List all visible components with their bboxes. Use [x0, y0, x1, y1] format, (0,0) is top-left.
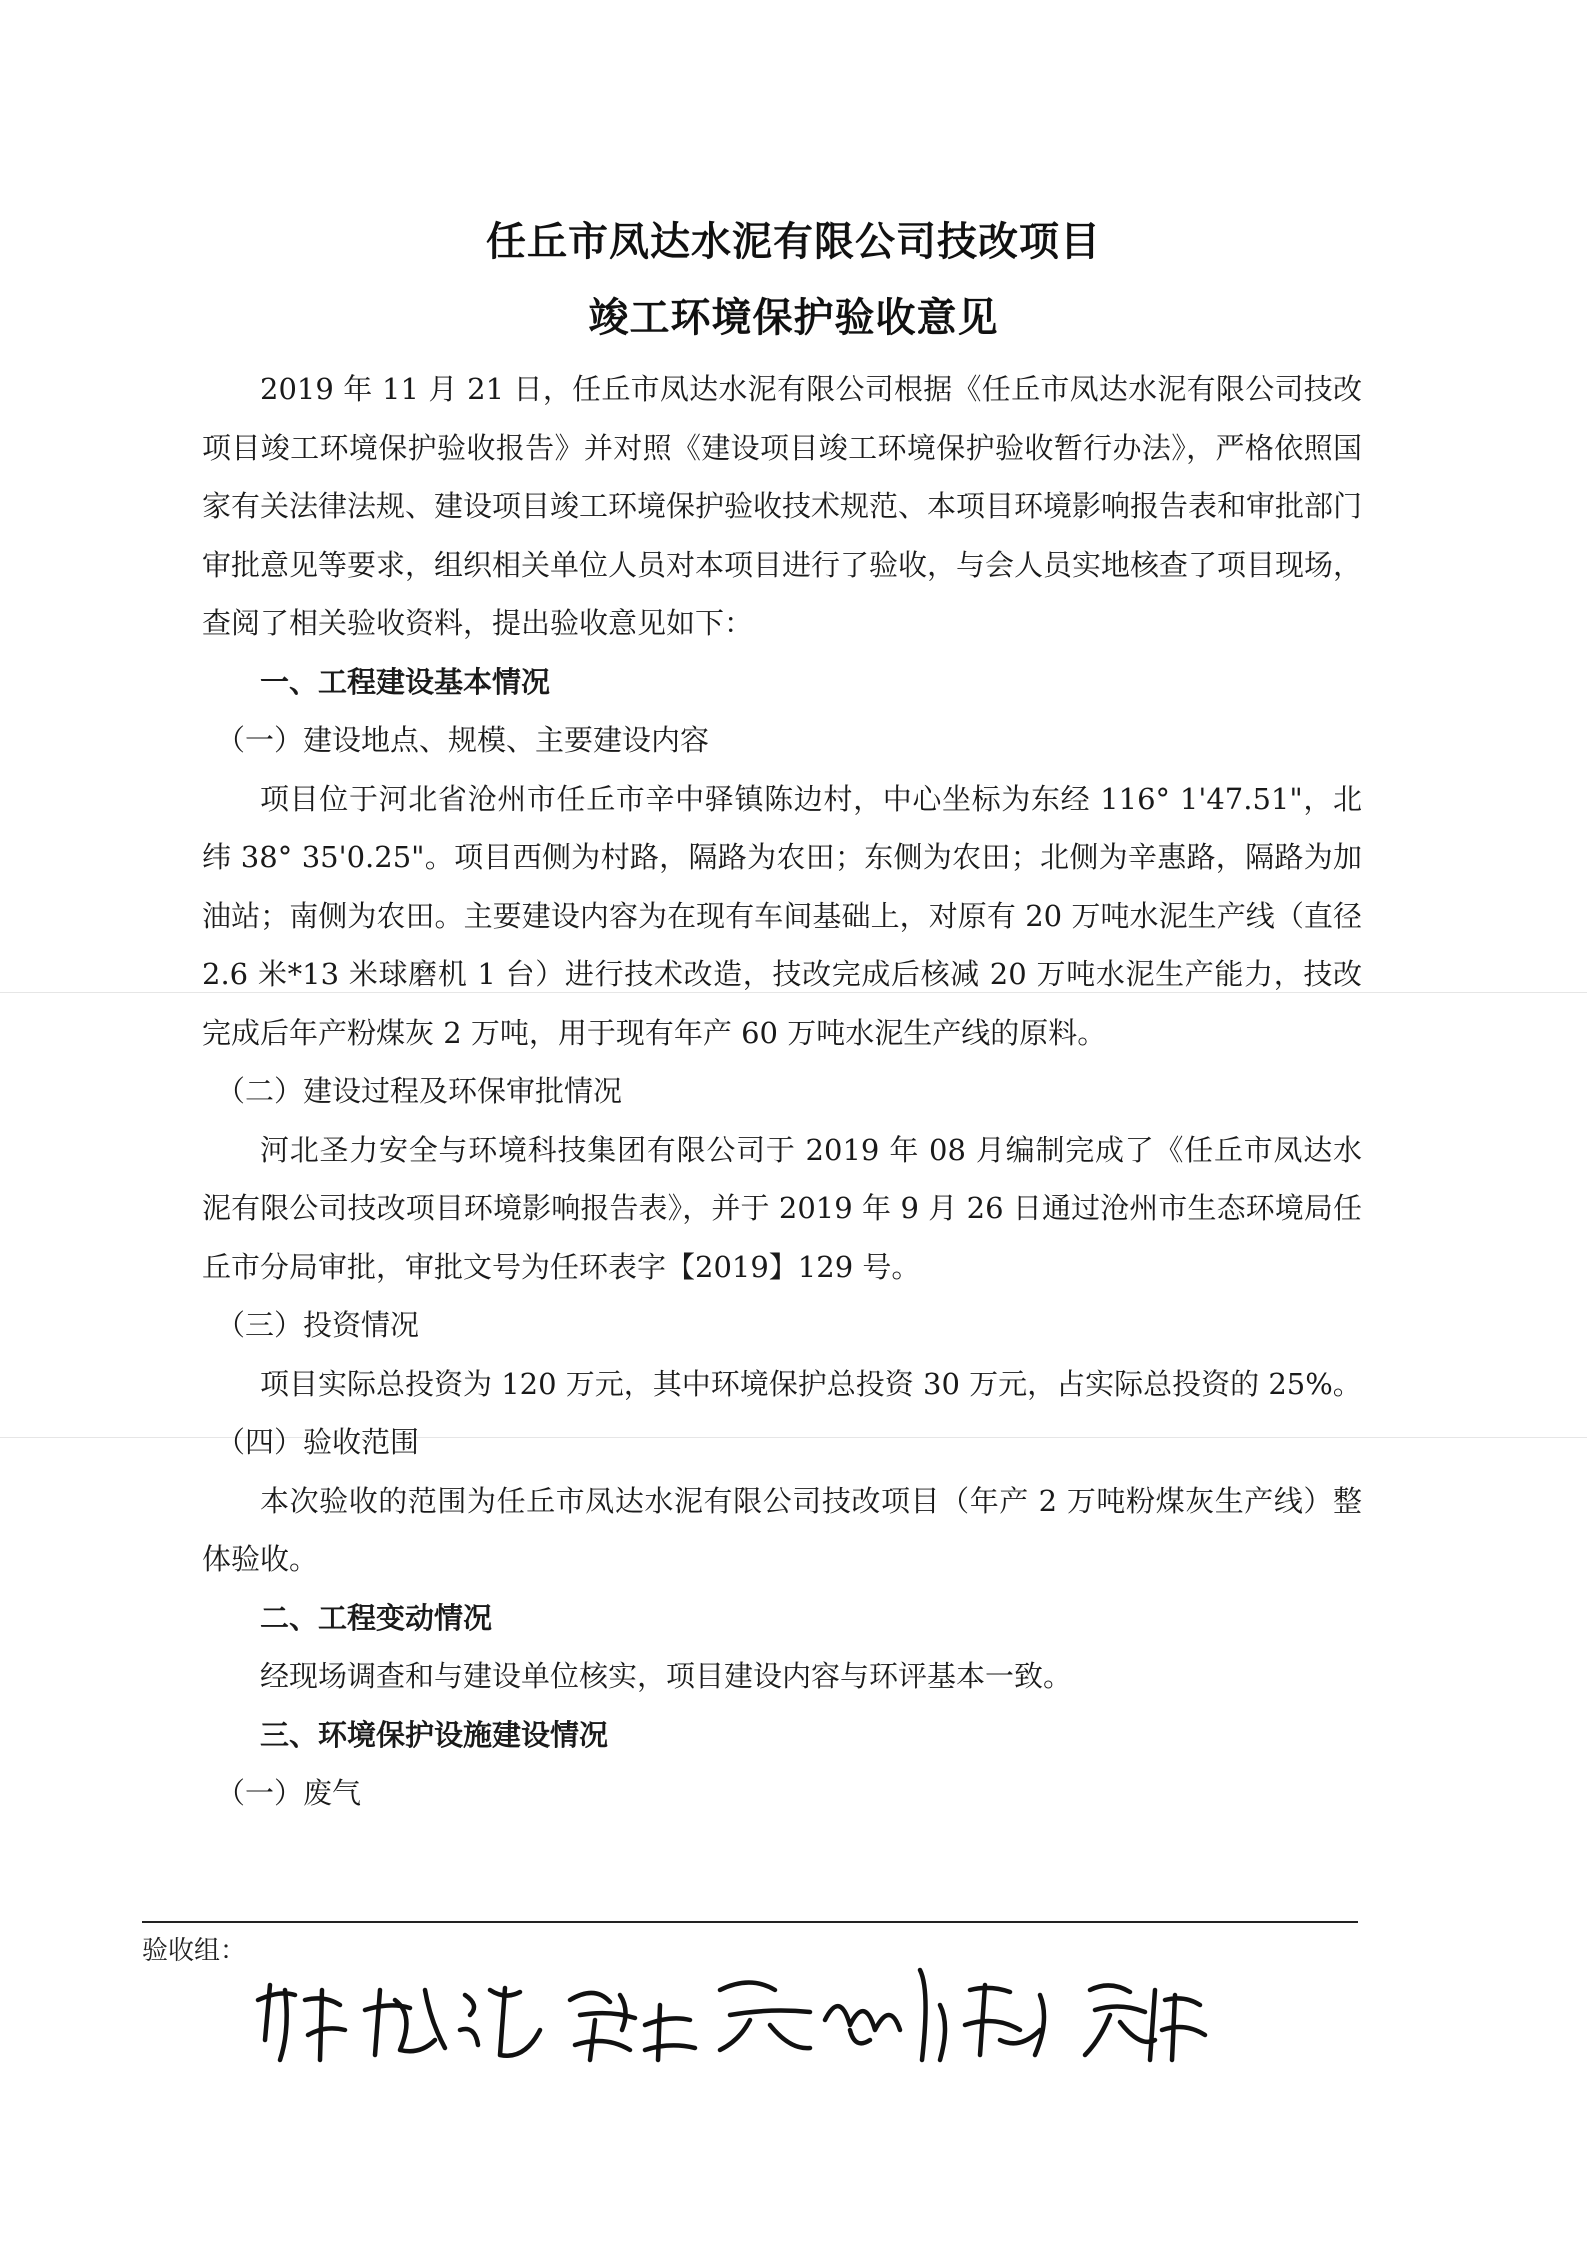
body-paragraph: 2019 年 11 月 21 日，任丘市凤达水泥有限公司根据《任丘市凤达水泥有限公司技改项目竣工环境保护验收报告》并对照《建设项目竣工环境保护验收暂行办法》，严格依照国家有关法律法规、建设项目竣工环境保护验收技术规范、本项目环境影响报告表和审批部门审批意见等要求，组织相关单位人员对本项目进行了验收，与会人员实地核查了项目现场，查阅了相关验收资料，提出验收意见如下：	[202, 372, 1363, 640]
acceptance-group-label: 验收组：	[142, 1936, 247, 1966]
subsection-heading: （三）投资情况	[216, 1308, 420, 1342]
subsection-heading: （一）建设地点、规模、主要建设内容	[216, 723, 710, 757]
signature-divider	[142, 1921, 1358, 1923]
document-title-line2: 竣工环境保护验收意见	[588, 295, 999, 341]
section-heading: 二、工程变动情况	[260, 1600, 493, 1635]
subsection-heading: （二）建设过程及环保审批情况	[216, 1074, 623, 1108]
body-paragraph: 本次验收的范围为任丘市凤达水泥有限公司技改项目（年产 2 万吨粉煤灰生产线）整体验收。	[202, 1483, 1362, 1576]
handwritten-signatures	[250, 1930, 1250, 2090]
document-title-line1: 任丘市凤达水泥有限公司技改项目	[486, 219, 1101, 265]
section-heading: 三、环境保护设施建设情况	[260, 1717, 609, 1752]
body-paragraph: 项目位于河北省沧州市任丘市辛中驿镇陈边村，中心坐标为东经 116° 1'47.51"，北纬 38° 35'0.25"。项目西侧为村路，隔路为农田；东侧为农田；北侧为辛惠路，隔路为加油站；南侧为农田。主要建设内容为在现有车间基础上，对原有 20 万吨水泥生产线（直径 2.6 米*13 米球磨机 1 台）进行技术改造，技改完成后核减 20 万吨水泥生产能力，技改完成后年产粉煤灰 2 万吨，用于现有年产 60 万吨水泥生产线的原料。	[202, 781, 1362, 1050]
body-paragraph: 经现场调查和与建设单位核实，项目建设内容与环评基本一致。	[260, 1659, 1073, 1693]
subsection-heading: （一）废气	[216, 1776, 362, 1810]
document-body	[202, 360, 1362, 1823]
body-paragraph: 河北圣力安全与环境科技集团有限公司于 2019 年 08 月编制完成了《任丘市凤达水泥有限公司技改项目环境影响报告表》，并于 2019 年 9 月 26 日通过沧州市生态环境局任丘市分局审批，审批文号为任环表字【2019】129 号。	[202, 1132, 1362, 1284]
subsection-heading: （四）验收范围	[216, 1425, 420, 1459]
section-heading: 一、工程建设基本情况	[260, 664, 551, 699]
body-paragraph: 项目实际总投资为 120 万元，其中环境保护总投资 30 万元，占实际总投资的 25%。	[260, 1366, 1362, 1401]
